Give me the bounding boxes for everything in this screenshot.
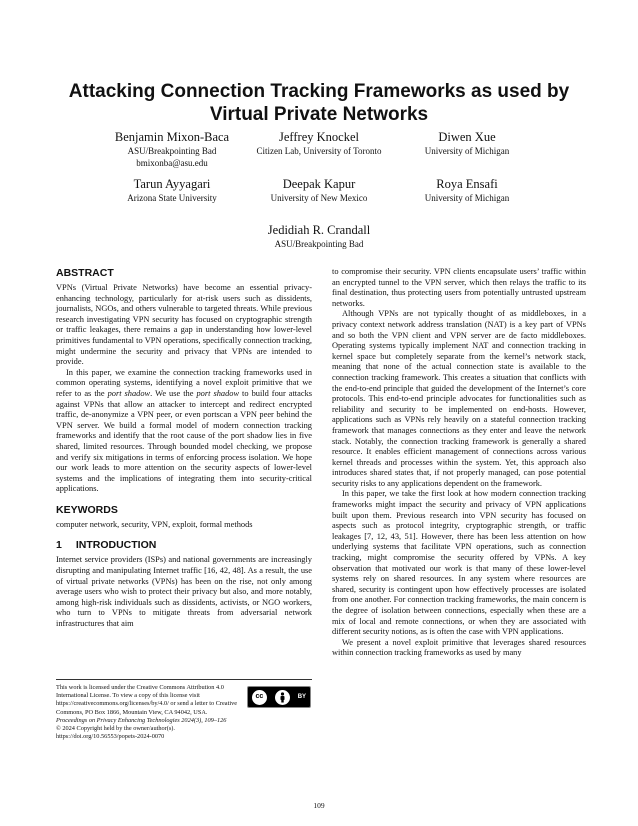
author-name: Jeffrey Knockel	[279, 130, 359, 144]
abstract-paragraph: In this paper, we examine the connection tracking frameworks used in common operating systems, identifying a novel exploit primitive that we refer to as the port shadow. We use the port shadow to build four attacks against VPNs that allow an attacker to intercept and redirect encrypted traffic, de-anonymize a VPN peer, or even portscan a VPN peer behind the VPN server. We build a formal model of modern connection tracking frameworks and identify that the root cause of the port shadow lies in five shared, limited resources. Through bounded model checking, we propose and verify six mitigations in terms of enforcing process isolation. We hope our work leads to more attention on the security aspects of lower-level systems and the implications of integrating them into security-critical applications.	[56, 367, 313, 494]
proceedings-line: Proceedings on Privacy Enhancing Technologies 2024(3), 109–126	[56, 716, 227, 724]
author-affiliation: ASU/Breakpointing Bad	[127, 146, 217, 156]
license-footnote	[56, 679, 312, 741]
author-affiliation: Citizen Lab, University of Toronto	[256, 146, 382, 156]
section-heading: 1 INTRODUCTION	[56, 539, 157, 552]
intro-paragraph: We present a novel exploit primitive that leverages shared resources within connection tracking frameworks as used by many	[332, 637, 586, 658]
author-name: Diwen Xue	[438, 130, 496, 144]
page-number: 109	[313, 801, 325, 810]
intro-paragraph: Although VPNs are not typically thought of as middleboxes, in a privacy context network address translation (NAT) is a key part of VPNs and so both the VPN client and VPN server are de facto middleboxes. Operating systems typically implement NAT and connection tracking in kernel space but completely separate from the kernel’s network stack, meaning that none of the actual connection state is available to the connection tracking framework. This creates a situation that conflicts with the end-to-end principle that guided the development of the Internet’s core protocols. This end-to-end principle advocates for functionalities such as reliability and security to be implemented on end-hosts. However, applications such as VPNs rely heavily on a stateful connection tracking framework that manages connections as they enter and leave the network stack. Notably, the connection tracking framework is generally a shared resource. It enables efficient management of connections across various kernel threads and processes within the system. Yet, this approach also introduces shared states that, if not properly managed, can pose potential security risks to any applications dependent on the framework.	[332, 309, 586, 488]
copyright-line: © 2024 Copyright held by the owner/author(s).	[56, 725, 175, 733]
by-label: BY	[297, 693, 307, 700]
intro-paragraph: In this paper, we take the first look at how modern connection tracking frameworks might impact the security and privacy of VPN applications built upon them. Previous research into VPN security has focused on aspects such as protocol integrity, cryptographic strength, or traffic leakages [7, 12, 43, 51]. However, there has been less attention on how underlying systems that facilitate VPN operations, such as connection tracking, might compromise the security offered by VPNs. A key observation that motivated our work is that many of these lower-level systems rely on shared resources. In any system where resources are shared, security is contingent upon how effectively processes are isolated from one another. For connection tracking frameworks, the main concern is the degree of isolation between connections, especially when these are a mix of local and remote connections, or when they are associated with different security notions, as is often the case with VPN applications.	[332, 489, 586, 637]
author-name: Roya Ensafi	[436, 177, 498, 191]
abstract-paragraph: VPNs (Virtual Private Networks) have become an essential privacy-enhancing technology, particularly for at-risk users such as dissidents, journalists, NGOs, and others vulnerable to targeted threats. While previous research investigating VPN security has focused on cryptographic strength or traffic leakages, there remains a gap in understanding how lower-level primitives fundamental to VPN operations, specifically connection tracking, might undermine the security and privacy that VPNs are intended to provide.	[56, 283, 312, 367]
cc-by-license-badge	[247, 686, 311, 708]
left-column	[56, 267, 312, 630]
author-block	[367, 130, 567, 157]
author-name: Jedidiah R. Crandall	[267, 223, 371, 237]
intro-paragraph: to compromise their security. VPN clients encapsulate users’ traffic within an encrypted tunnel to the VPN server, which then relays the traffic to its final destination, thus protecting users from potentially untrusted upstream networks.	[332, 267, 586, 308]
cc-logo-icon: cc	[252, 690, 267, 705]
author-name: Tarun Ayyagari	[133, 177, 211, 191]
intro-paragraph: Internet service providers (ISPs) and national governments are increasingly disrupting and manipulating Internet traffic [16, 42, 48]. As a result, the use of virtual private networks (VPNs) has been on the rise, not only among average users who wish to protect their privacy but also, and more notably, among high-risk individuals such as dissidents, activists, or NGO workers, who turn to VPNs to mitigate threats from adversarial network infrastructures that aim	[56, 555, 312, 629]
keywords-text: computer network, security, VPN, exploit, formal methods	[56, 519, 253, 529]
author-block	[219, 223, 419, 250]
right-column	[332, 267, 586, 659]
author-affiliation: Arizona State University	[127, 193, 217, 203]
keywords-heading: KEYWORDS	[56, 503, 118, 516]
doi-link[interactable]: https://doi.org/10.56553/popets-2024-0070	[56, 733, 165, 741]
abstract-heading: ABSTRACT	[56, 267, 114, 279]
author-affiliation: University of Michigan	[424, 193, 510, 203]
author-email: bmixonba@asu.edu	[136, 158, 208, 168]
author-affiliation: University of Michigan	[424, 146, 510, 156]
author-block	[367, 177, 567, 204]
attribution-person-icon	[275, 690, 290, 705]
author-name: Benjamin Mixon-Baca	[114, 130, 230, 144]
author-name: Deepak Kapur	[282, 177, 356, 191]
author-affiliation: ASU/Breakpointing Bad	[274, 239, 364, 249]
author-affiliation: University of New Mexico	[270, 193, 368, 203]
license-text: This work is licensed under the Creative Commons Attribution 4.0 International License. To view a copy of this license visit https://creativecommons.org/licenses/by/4.0/ or send a letter to Creative Commons, PO Box 1866, Mountain View, CA 94042, USA.	[56, 684, 238, 716]
paper-title: Attacking Connection Tracking Frameworks as used by Virtual Private Networks	[68, 81, 570, 125]
